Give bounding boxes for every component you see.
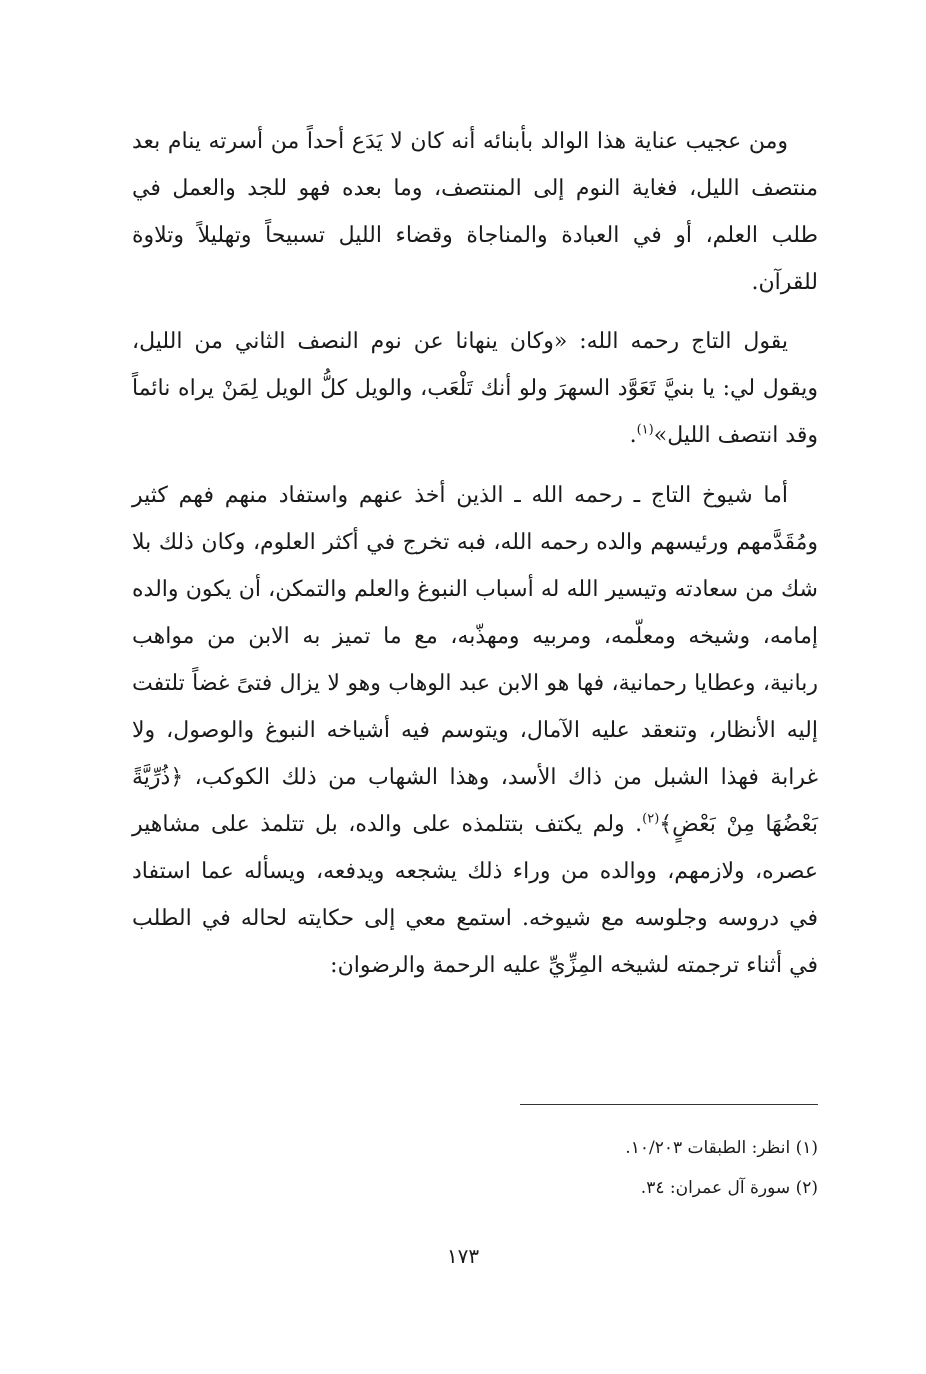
paragraph-3-text-before: أما شيوخ التاج ـ رحمه الله ـ الذين أخذ عنهم واستفاد منهم فهم كثير ومُقَدَّمهم ورئيسهم والده رحمه الله، فبه تخرج في أكثر العلوم، وكان ذلك بلا شك من سعادته وتيسير الله له أسباب النبوغ والعلم والتمكن، أن يكون والده إمامه، وشيخه ومعلّمه، ومربيه ومهذّبه، مع ما تميز به الابن من مواهب ربانية، وعطايا رحمانية، فها هو الابن عبد الوهاب وهو لا يزال فتىً غضاً تلتفت إليه الأنظار، وتنعقد عليه الآمال، ويتوسم فيه أشياخه النبوغ والوصول، ولا غرابة فهذا الشبل من ذاك الأسد، وهذا الشهاب من ذلك الكوكب، <box>132 483 819 790</box>
quote-text: يقول التاج رحمه الله: «وكان ينهانا عن نوم النصف الثاني من الليل، ويقول لي: يا بنيَّ تَعَوَّد السهرَ ولو أنك تَلْعَب، والويل كلُّ الويل لِمَنْ يراه نائماً وقد انتصف الليل» <box>132 329 818 448</box>
paragraph-3-text <box>132 472 818 989</box>
paragraph-3 <box>132 472 818 989</box>
footnote-divider <box>520 1104 818 1105</box>
paragraph-2-text <box>132 318 818 459</box>
footnote-ref-1: (١) <box>636 422 654 438</box>
quran-verse: ﴿ذُرِّيَّةً بَعْضُهَا مِنْ بَعْضٍ﴾ <box>132 765 818 837</box>
paragraph-1-text: ومن عجيب عناية هذا الوالد بأبنائه أنه كان لا يَدَع أحداً من أسرته ينام بعد منتصف الليل، فغاية النوم إلى المنتصف، وما بعده فهو للجد والعمل في طلب العلم، أو في العبادة والمناجاة وقضاء الليل تسبيحاً وتهليلاً وتلاوة للقرآن. <box>132 129 818 295</box>
paragraph-1 <box>132 118 818 306</box>
footnotes <box>400 1128 818 1208</box>
footnote-ref-2: (٢) <box>642 811 660 827</box>
footnote-2: (٢) سورة آل عمران: ٣٤. <box>640 1178 818 1198</box>
quote-end: . <box>629 423 637 448</box>
paragraph-2 <box>132 318 818 459</box>
footnote-1: (١) انظر: الطبقات ١٠/٢٠٣. <box>625 1138 818 1158</box>
page-number: ١٧٣ <box>446 1244 480 1268</box>
paragraph-3-text-after: . ولم يكتف بتتلمذه على والده، بل تتلمذ على مشاهير عصره، ولازمهم، ووالده من وراء ذلك يشجعه ويدفعه، ويسأله عما استفاد في دروسه وجلوسه مع شيوخه. استمع معي إلى حكايته لحاله في الطلب في أثناء ترجمته لشيخه المِزِّيِّ عليه الرحمة والرضوان: <box>132 812 818 978</box>
